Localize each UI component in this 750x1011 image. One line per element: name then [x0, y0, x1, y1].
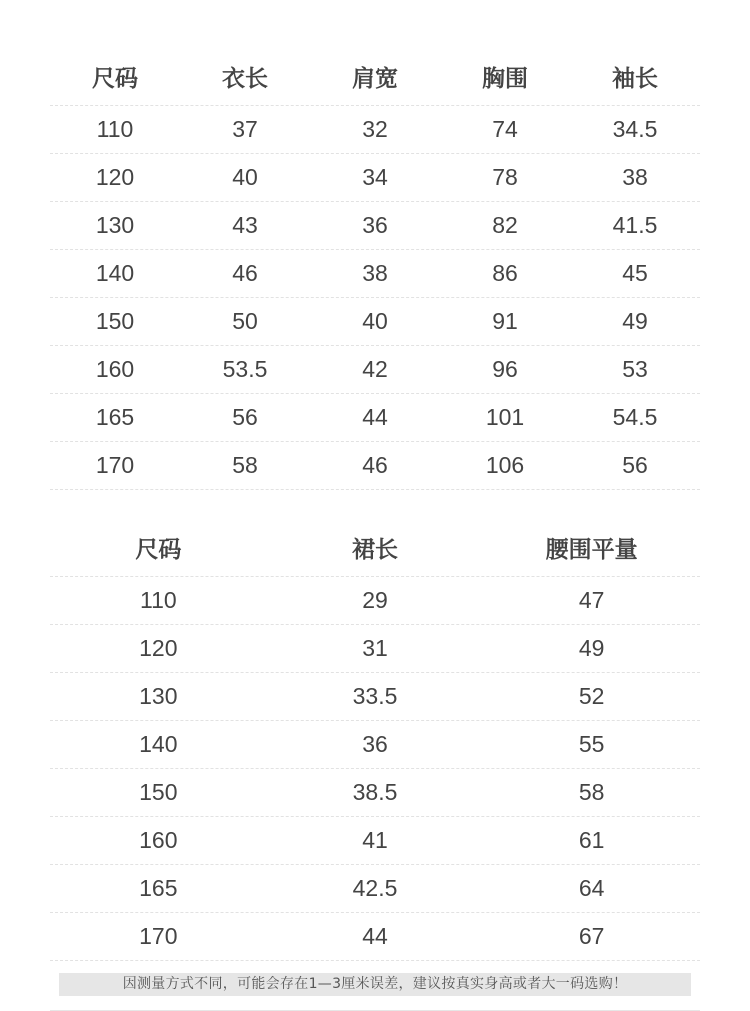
table-body	[50, 106, 700, 490]
table-row	[50, 154, 700, 202]
table-cell: 56	[622, 452, 648, 478]
table-row	[50, 202, 700, 250]
table-row	[50, 250, 700, 298]
header-skirt-length: 裙长	[352, 537, 398, 563]
header-length: 衣长	[222, 66, 268, 92]
table-cell: 160	[139, 827, 178, 853]
table-cell: 140	[95, 260, 135, 286]
table-header-row	[50, 48, 700, 106]
table-row	[50, 769, 700, 817]
table-cell: 29	[362, 587, 388, 613]
table-cell: 61	[578, 827, 605, 853]
table-cell: 31	[362, 635, 388, 661]
table-cell: 120	[95, 164, 135, 190]
table-row	[50, 865, 700, 913]
table-cell: 32	[362, 116, 388, 142]
table-cell: 74	[492, 116, 518, 142]
table-cell: 120	[139, 635, 178, 661]
table-row	[50, 298, 700, 346]
table-cell: 34	[362, 164, 388, 190]
table-cell: 56	[232, 404, 258, 430]
table-row	[50, 625, 700, 673]
table-row	[50, 577, 700, 625]
table-row	[50, 721, 700, 769]
table-body	[50, 577, 700, 961]
table-cell: 45	[622, 260, 648, 286]
table-cell: 110	[140, 587, 177, 613]
table-cell: 53	[622, 356, 648, 382]
table-cell: 96	[492, 356, 518, 382]
table-cell: 140	[139, 731, 178, 757]
table-cell: 82	[492, 212, 518, 238]
table-cell: 52	[578, 683, 605, 709]
table-cell: 46	[232, 260, 258, 286]
table-cell: 110	[96, 116, 134, 142]
table-cell: 38	[622, 164, 648, 190]
table-cell: 165	[95, 404, 135, 430]
table-cell: 33.5	[352, 683, 398, 709]
table-cell: 40	[232, 164, 258, 190]
table-cell: 101	[485, 404, 525, 430]
table-cell: 37	[232, 116, 258, 142]
table-cell: 150	[95, 308, 135, 334]
table-header-row	[50, 519, 700, 577]
table-cell: 49	[578, 635, 605, 661]
table-row	[50, 346, 700, 394]
table-cell: 130	[95, 212, 135, 238]
table-row	[50, 442, 700, 490]
table-row	[50, 394, 700, 442]
header-chest: 胸围	[482, 66, 528, 92]
table-cell: 40	[362, 308, 388, 334]
table-cell: 150	[139, 779, 178, 805]
table-cell: 64	[578, 875, 605, 901]
table-row	[50, 913, 700, 961]
header-waist: 腰围平量	[545, 537, 638, 563]
table-cell: 34.5	[612, 116, 658, 142]
table-cell: 42	[362, 356, 388, 382]
table-row	[50, 817, 700, 865]
table-cell: 106	[485, 452, 525, 478]
table-cell: 55	[578, 731, 605, 757]
table-cell: 41.5	[612, 212, 658, 238]
table-cell: 58	[232, 452, 258, 478]
size-table-skirt	[50, 519, 700, 961]
table-cell: 53.5	[222, 356, 268, 382]
table-cell: 36	[362, 212, 388, 238]
table-row	[50, 106, 700, 154]
table-cell: 42.5	[352, 875, 398, 901]
table-cell: 38.5	[352, 779, 398, 805]
header-size: 尺码	[92, 66, 138, 92]
table-cell: 44	[362, 404, 388, 430]
table-cell: 43	[232, 212, 258, 238]
table-cell: 50	[232, 308, 258, 334]
table-cell: 160	[95, 356, 135, 382]
note-section	[50, 966, 700, 1011]
table-cell: 49	[622, 308, 648, 334]
table-cell: 36	[362, 731, 388, 757]
table-cell: 44	[362, 923, 388, 949]
table-cell: 47	[578, 587, 605, 613]
table-cell: 54.5	[612, 404, 658, 430]
table-cell: 38	[362, 260, 388, 286]
table-cell: 86	[492, 260, 518, 286]
measurement-note: 因测量方式不同，可能会存在1—3厘米误差，建议按真实身高或者大一码选购！	[59, 973, 691, 996]
table-cell: 46	[362, 452, 388, 478]
header-size: 尺码	[135, 537, 182, 563]
header-shoulder: 肩宽	[352, 66, 398, 92]
table-cell: 41	[362, 827, 388, 853]
table-cell: 165	[139, 875, 178, 901]
table-cell: 130	[139, 683, 178, 709]
table-cell: 170	[139, 923, 178, 949]
table-row	[50, 673, 700, 721]
table-cell: 78	[492, 164, 518, 190]
table-cell: 58	[578, 779, 605, 805]
table-cell: 67	[578, 923, 605, 949]
size-table-top	[50, 48, 700, 490]
table-cell: 91	[492, 308, 518, 334]
table-cell: 170	[95, 452, 135, 478]
header-sleeve: 袖长	[612, 66, 658, 92]
